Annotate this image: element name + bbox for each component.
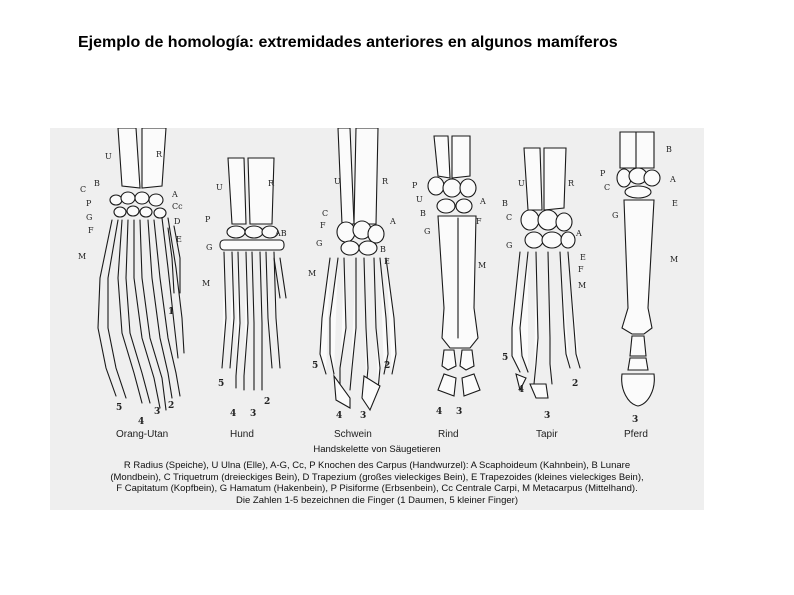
label-orang-F: F xyxy=(88,226,94,235)
label-tapir-F: F xyxy=(578,265,584,274)
caption-line: R Radius (Speiche), U Ulna (Elle), A-G, Cc, P Knochen des Carpus (Handwurzel): A Scaphoideum (Kahnbein), B Lunare xyxy=(123,460,631,471)
label-orang-M: M xyxy=(78,252,87,261)
caption-title: Handskelette von Säugetieren xyxy=(313,444,441,455)
label-tapir-E: E xyxy=(580,253,586,262)
label-pferd-P: P xyxy=(600,169,606,178)
page-title: Ejemplo de homología: extremidades anteriores en algunos mamíferos xyxy=(78,34,618,51)
label-hund-3: 3 xyxy=(250,409,257,419)
caption-line: F Capitatum (Kopfbein), G Hamatum (Hakenbein), P Pisiforme (Erbsenbein), Cc Centrale Carpi, M Metacarpus (Mittelhand). xyxy=(116,483,638,494)
label-hund-U: U xyxy=(216,183,223,192)
hand-skeleton-plate xyxy=(50,128,704,510)
rind-skeleton xyxy=(428,136,480,396)
label-orang-R: R xyxy=(156,150,163,159)
label-pferd-B: B xyxy=(666,145,672,154)
label-orang-C: C xyxy=(80,185,87,194)
label-tapir-R: R xyxy=(568,179,575,188)
species-orang-utan: Orang-Utan xyxy=(116,429,169,440)
label-orang-E: E xyxy=(176,235,182,244)
label-pferd-C: C xyxy=(604,183,611,192)
label-hund-P: P xyxy=(205,215,211,224)
label-pferd-G: G xyxy=(612,211,619,220)
label-hund-R: R xyxy=(268,179,275,188)
label-rind-M: M xyxy=(478,261,487,270)
label-tapir-B: B xyxy=(502,199,508,208)
label-hund-2: 2 xyxy=(264,397,271,407)
hund-skeleton xyxy=(220,158,286,390)
label-pferd-M: M xyxy=(670,255,679,264)
caption-line: Die Zahlen 1-5 bezeichnen die Finger (1 Daumen, 5 kleiner Finger) xyxy=(236,494,518,506)
label-orang-3: 3 xyxy=(154,407,161,417)
label-hund-AB: AB xyxy=(275,229,287,238)
label-hund-5: 5 xyxy=(218,379,225,389)
label-orang-1: 1 xyxy=(168,307,175,317)
orang-utan-labels xyxy=(78,150,183,427)
label-rind-P: P xyxy=(412,181,418,190)
label-schwein-A: A xyxy=(390,217,396,226)
label-schwein-U: U xyxy=(334,177,341,186)
label-tapir-M: M xyxy=(578,281,587,290)
label-tapir-5: 5 xyxy=(502,353,509,363)
pferd-skeleton xyxy=(617,132,660,406)
species-tapir: Tapir xyxy=(536,429,558,440)
label-pferd-E: E xyxy=(672,199,678,208)
label-hund-4: 4 xyxy=(230,409,237,419)
label-rind-U: U xyxy=(416,195,423,204)
label-schwein-3: 3 xyxy=(360,411,367,421)
label-tapir-C: C xyxy=(506,213,513,222)
label-schwein-G: G xyxy=(316,239,323,248)
label-tapir-G: G xyxy=(506,241,513,250)
label-orang-Cc: Cc xyxy=(172,202,183,211)
label-schwein-R: R xyxy=(382,177,389,186)
label-pferd-A: A xyxy=(670,175,676,184)
orang-utan-skeleton xyxy=(98,128,184,410)
label-schwein-4: 4 xyxy=(336,411,343,421)
label-orang-4: 4 xyxy=(138,417,145,427)
caption-line: (Mondbein), C Triquetrum (dreieckiges Bein), D Trapezium (großes vieleckiges Bein), E Trapezoides (kleines vieleckiges Bein), xyxy=(110,471,644,483)
label-orang-B: B xyxy=(94,179,100,188)
label-orang-P: P xyxy=(86,199,92,208)
label-orang-A: A xyxy=(172,190,178,199)
label-rind-F: F xyxy=(476,217,482,226)
label-schwein-5: 5 xyxy=(312,361,319,371)
label-orang-U: U xyxy=(105,152,112,161)
species-schwein: Schwein xyxy=(334,429,372,440)
label-schwein-C: C xyxy=(322,209,329,218)
label-schwein-M: M xyxy=(308,269,317,278)
label-tapir-2: 2 xyxy=(572,379,579,389)
label-schwein-2: 2 xyxy=(384,361,391,371)
label-orang-G: G xyxy=(86,213,93,222)
label-rind-G: G xyxy=(424,227,431,236)
caption xyxy=(50,460,704,506)
label-tapir-U: U xyxy=(518,179,525,188)
label-rind-3: 3 xyxy=(456,407,463,417)
species-pferd: Pferd xyxy=(624,429,648,440)
label-rind-A: A xyxy=(480,197,486,206)
label-tapir-A: A xyxy=(576,229,582,238)
label-tapir-4: 4 xyxy=(518,385,525,395)
label-schwein-B: B xyxy=(380,245,386,254)
skeleton-drawings xyxy=(50,128,704,428)
label-pferd-3: 3 xyxy=(632,415,639,425)
label-orang-D: D xyxy=(174,217,181,226)
label-hund-G: G xyxy=(206,243,213,252)
label-hund-M: M xyxy=(202,279,211,288)
species-hund: Hund xyxy=(230,429,254,440)
label-orang-2: 2 xyxy=(168,401,175,411)
label-schwein-F: F xyxy=(320,221,326,230)
label-tapir-3: 3 xyxy=(544,411,551,421)
species-rind: Rind xyxy=(438,429,459,440)
label-rind-B: B xyxy=(420,209,426,218)
label-rind-4: 4 xyxy=(436,407,443,417)
label-orang-5: 5 xyxy=(116,403,123,413)
label-schwein-E: E xyxy=(384,257,390,266)
